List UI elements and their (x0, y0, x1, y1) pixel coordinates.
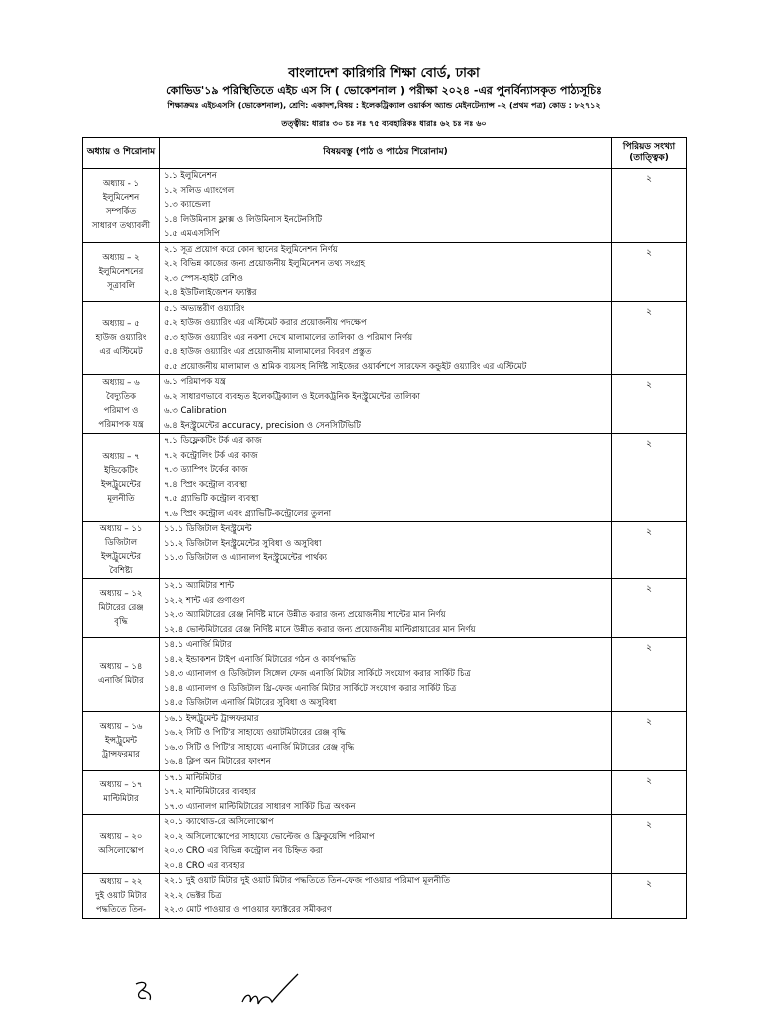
chapter-title-line: ইলুমিনেশন (102, 193, 140, 204)
topic-item: ১২.২ শান্ট এর গুণাগুণ (164, 595, 245, 606)
topic-item: ২০.২ অসিলোস্কোপের সাহায্যে ভোল্টেজ ও ফ্রিকুয়েন্সি পরিমাপ (164, 831, 375, 842)
chapter-title-line: অসিলোস্কোপ (98, 846, 144, 856)
topic-item: ২০.৩ CRO এর বিভিন্ন কন্ট্রোল নব চিহ্নিত করা (164, 846, 323, 856)
period-count: ২ (612, 169, 687, 243)
period-count: ২ (612, 301, 687, 375)
table-row (83, 874, 687, 919)
topic-item: ১৭.৩ এ্যানালগ মাল্টিমিটারের সাধারণ সার্কিট চিত্র অংকন (164, 801, 356, 812)
topics-cell (160, 434, 612, 522)
topics-cell (160, 770, 612, 815)
topics-cell (160, 815, 612, 874)
chapter-title-line: ডিজিটাল (104, 538, 138, 548)
chapter-cell (83, 522, 160, 579)
topic-item: ৬.২ সাধারণভাবে ব্যবহৃত ইলেকট্রিক্যাল ও ইলেকট্রনিক ইনস্ট্রুমেন্টের তালিকা (164, 391, 420, 402)
topic-item: ১৭.২ মাল্টিমিটারের ব্যবহার (164, 787, 256, 797)
table-row (83, 815, 687, 874)
topic-item: ১.৫ এমএসসিপি (164, 229, 220, 239)
topic-item: ১৬.৩ সিটি ও পিটি'র সাহায্যে এনার্জি মিটারের রেঞ্জ বৃদ্ধি (164, 742, 355, 753)
topic-item: ৭.৫ গ্র্যাভিটি কন্ট্রোল ব্যবস্থা (164, 494, 259, 504)
chapter-title-line: অধ্যায় – ৭ (102, 451, 140, 462)
period-count: ২ (612, 579, 687, 638)
chapter-title-line: অধ্যায় – ২২ (99, 876, 143, 887)
chapter-title-line: অধ্যায় – ১১ (99, 524, 143, 534)
topic-item: ৭.১ ডিফ্লেকটিং টর্ক এর কাজ (164, 436, 262, 446)
table-row (83, 375, 687, 434)
topic-item: ১৪.২ ইন্ডাকশন টাইপ এনার্জি মিটারের গঠন ও কার্যপদ্ধতি (164, 654, 356, 665)
period-count: ২ (612, 638, 687, 712)
chapter-title-line: ইন্সট্রুমেন্টের (100, 479, 142, 490)
chapter-cell (83, 711, 160, 770)
curriculum-info: শিক্ষাক্রমঃ এইচএসসি (ভোকেশনাল), শ্রেণি: একাদশ,বিষয় : ইলেকট্রিক্যাল ওয়ার্কস অ্যান্ড মেইনটেন্যান্স -২ (প্রথম পত্র) কোড : ৮২৭১২ (167, 101, 601, 110)
chapter-title-line: পদ্ধতিতে তিন- (95, 904, 147, 915)
table-row (83, 638, 687, 712)
topics-cell (160, 242, 612, 301)
topic-item: ১৭.১ মাল্টিমিটার (164, 772, 222, 783)
chapter-title-line: অধ্যায় – ১৬ (99, 721, 143, 732)
topic-item: ২.২ বিভিন্ন কাজের জন্য প্রয়োজনীয় ইলুমিনেশন তথ্য সংগ্রহ (164, 259, 365, 269)
topic-item: ৬.১ পরিমাপক যন্ত্র (164, 377, 226, 387)
topic-item: ২.৩ স্পেস-হাইট রেশিও (164, 273, 243, 284)
topic-item: ৬.৩ Calibration (164, 406, 227, 416)
chapter-title-line: মূলনীতি (107, 493, 135, 504)
chapter-title-line: বৈদ্যুতিক (106, 392, 136, 402)
chapter-title-line: অধ্যায় – ১৭ (99, 780, 143, 791)
topic-item: ২.১ সূত্র প্রয়োগ করে কোন স্থানের ইলুমিনেশন নির্ণয় (164, 244, 338, 255)
chapter-title-line: ইন্সট্রুমেন্টের (100, 552, 142, 562)
chapter-title-line: সম্পর্কিত (105, 207, 137, 218)
topic-item: ৫.৩ হাউজ ওয়্যারিং এর নকশা দেখে মালামালের তালিকা ও পরিমাণ নির্ণয় (164, 332, 413, 343)
chapter-title-line: মাল্টিমিটার (103, 794, 139, 805)
topic-item: ১১.৩ ডিজিটাল ও এ্যানালগ ইনস্ট্রুমেন্টের পার্থক্য (164, 553, 328, 563)
topic-item: ১১.২ ডিজিটাল ইনস্ট্রুমেন্টের সুবিধা ও অসুবিধা (164, 538, 322, 549)
signature-2 (238, 972, 308, 1012)
signature-1 (128, 978, 168, 1008)
marks-info: তত্ত্বীয়: ধারাঃ ৩০ চঃ নঃ ৭৫ ব্যবহারিকঃ ধারাঃ ৬২ চঃ নঃ ৬০ (281, 119, 487, 128)
chapter-title-line: এর এস্টিমেট (99, 346, 143, 357)
chapter-title-line: ইলুমিনেশনের (98, 266, 144, 277)
topics-cell (160, 579, 612, 638)
chapter-title-line: অধ্যায় – ২০ (99, 832, 143, 842)
topic-item: ১৬.২ সিটি ও পিটি'র সাহায্যে ওয়াটমিটারের রেঞ্জ বৃদ্ধি (164, 728, 346, 738)
topic-item: ২০.১ ক্যাথোড-রে অসিলোস্কোপ (164, 817, 274, 827)
syllabus-table (82, 137, 687, 919)
chapter-cell (83, 301, 160, 375)
table-row (83, 579, 687, 638)
topics-cell (160, 375, 612, 434)
topic-item: ২০.৪ CRO এর ব্যবহার (164, 860, 245, 871)
chapter-cell (83, 242, 160, 301)
chapter-cell (83, 638, 160, 712)
topic-item: ২২.১ দুই ওয়াট মিটার দুই ওয়াট মিটার পদ্ধতিতে তিন-ফেজ পাওয়ার পরিমাপ মূলনীতি (164, 876, 450, 886)
chapter-title-line: সাধারণ তথ্যাবলী (91, 221, 151, 232)
topic-item: ২.৪ ইউটিলাইজেশন ফ্যাক্টর (164, 288, 257, 298)
chapter-title-line: এনার্জি মিটার (98, 676, 144, 687)
period-count: ২ (612, 522, 687, 579)
period-count: ২ (612, 375, 687, 434)
chapter-title-line: ট্রান্সফরমার (102, 749, 140, 760)
chapter-cell (83, 434, 160, 522)
topics-cell (160, 711, 612, 770)
topic-item: ৭.২ কন্ট্রোলিং টর্ক এর কাজ (164, 450, 258, 461)
topic-item: ৬.৪ ইনস্ট্রুমেন্টের accuracy, precision ও সেনসিটিভিটি (164, 420, 361, 431)
table-row (83, 434, 687, 522)
topic-item: ২২.২ ভেক্টর চিত্র (164, 890, 222, 901)
topic-item: ৭.৩ ড্যাম্পিং টর্কের কাজ (164, 465, 248, 475)
col-header-chapter: অধ্যায় ও শিরোনাম (83, 138, 160, 169)
topic-item: ১৪.৩ এ্যানালগ ও ডিজিটাল সিঙ্গেল ফেজ এনার্জি মিটার সার্কিটে সংযোগ করার সার্কিট চিত্র (164, 669, 471, 679)
table-row (83, 242, 687, 301)
chapter-title-line: সূত্রাবলি (107, 280, 135, 291)
chapter-cell (83, 874, 160, 919)
topic-item: ১.৩ ক্যান্ডেলা (164, 200, 211, 210)
table-row (83, 301, 687, 375)
topic-item: ৫.১ অভ্যন্তরীণ ওয়্যারিং (164, 303, 245, 314)
period-count: ২ (612, 815, 687, 874)
topic-item: ১২.১ অ্যামিটার শান্ট (164, 581, 235, 591)
chapter-cell (83, 815, 160, 874)
chapter-title-line: ইন্ডিকেটিং (104, 465, 138, 476)
chapter-title-line: অধ্যায় – ১৪ (99, 662, 143, 673)
board-title: বাংলাদেশ কারিগরি শিক্ষা বোর্ড, ঢাকা (288, 66, 480, 81)
document-subtitle: কোভিড'১৯ পরিস্থিতিতে এইচ এস সি ( ভোকেশনাল ) পরীক্ষা ২০২৪ -এর পুনর্বিন্যাসকৃত পাঠ্যসূচিঃ (166, 84, 602, 97)
chapter-title-line: হাউজ ওয়্যারিং (95, 332, 147, 343)
topic-item: ১২.৪ ভোল্টমিটারের রেঞ্জ নির্দিষ্ট মানে উন্নীত করার জন্য প্রয়োজনীয় মাল্টিপ্লায়ারের মান নির্ণয় (164, 624, 476, 635)
topic-item: ৭.৬ স্প্রিং কন্ট্রোল এবং গ্র্যাভিটি-কন্ট্রোলের তুলনা (164, 508, 332, 519)
chapter-cell (83, 169, 160, 243)
chapter-title-line: অধ্যায় - ১ (102, 179, 140, 190)
col-header-content: বিষয়বস্তু (পাঠ ও পাঠের শিরোনাম) (160, 138, 612, 169)
period-count: ২ (612, 711, 687, 770)
topic-item: ১.১ ইলুমিনেশন (164, 171, 217, 181)
table-row (83, 169, 687, 243)
topic-item: ২২.৩ মোট পাওয়ার ও পাওয়ার ফ্যাক্টরের সমীকরণ (164, 905, 332, 915)
period-count: ২ (612, 770, 687, 815)
table-header-row (83, 138, 687, 169)
table-row (83, 522, 687, 579)
topic-item: ৫.২ হাউজ ওয়্যারিং এর এস্টিমেট করার প্রয়োজনীয় পদক্ষেপ (164, 318, 367, 328)
chapter-title-line: পরিমাপ ও (103, 406, 139, 416)
topic-item: ১১.১ ডিজিটাল ইনস্ট্রুমেন্ট (164, 524, 252, 534)
col-header-periods: পিরিয়ড সংখ্যা (তাত্ত্বিক) (612, 138, 687, 169)
topic-item: ১৪.১ এনার্জি মিটার (164, 640, 232, 650)
chapter-title-line: মিটারের রেঞ্জ (98, 603, 144, 613)
topic-item: ১.৪ লিউমিনাস ফ্লাক্স ও লিউমিনাস ইনটেনসিটি (164, 214, 323, 225)
topics-cell (160, 169, 612, 243)
topic-item: ১৪.৪ এ্যানালগ ও ডিজিটাল থ্রি-ফেজ এনার্জি মিটার সার্কিটে সংযোগ করার সার্কিট চিত্র (164, 683, 457, 694)
topic-item: ১২.৩ অ্যামিটারের রেঞ্জ নির্দিষ্ট মানে উন্নীত করার জন্য প্রয়োজনীয় শান্টের মান নির্ণয় (164, 610, 446, 620)
topic-item: ৫.৫ প্রয়োজনীয় মালামাল ও শ্রমিক ব্যয়সহ নির্দিষ্ট সাইজের ওয়ার্কশপে সারফেস কন্ডুইট ওয়্যারিং এর এস্টিমেট (164, 361, 527, 372)
topics-cell (160, 301, 612, 375)
chapter-title-line: অধ্যায় – ৬ (102, 378, 140, 388)
chapter-title-line: অধ্যায় – ২ (102, 252, 140, 263)
topic-item: ১৬.৪ ক্লিপ অন মিটারের ফাংশন (164, 757, 271, 767)
period-count: ২ (612, 242, 687, 301)
topic-item: ১৬.১ ইন্সট্রুমেন্ট ট্রান্সফরমার (164, 713, 259, 724)
chapter-title-line: অধ্যায় – ১২ (99, 589, 143, 599)
period-count: ২ (612, 874, 687, 919)
table-row (83, 770, 687, 815)
topic-item: ৭.৪ স্প্রিং কন্ট্রোল ব্যবস্থা (164, 479, 248, 490)
period-count: ২ (612, 434, 687, 522)
chapter-cell (83, 770, 160, 815)
topic-item: ৫.৪ হাউজ ওয়্যারিং এর প্রয়োজনীয় মালামালের বিবরণ প্রস্তুত (164, 347, 372, 357)
topics-cell (160, 874, 612, 919)
topic-item: ১৪.৫ ডিজিটাল এনার্জি মিটারের সুবিধা ও অসুবিধা (164, 698, 337, 708)
chapter-title-line: অধ্যায় – ৫ (102, 318, 140, 329)
topic-item: ১.২ সলিড এ্যাংগেল (164, 185, 235, 196)
table-row (83, 711, 687, 770)
topics-cell (160, 522, 612, 579)
chapter-cell (83, 579, 160, 638)
chapter-title-line: দুই ওয়াট মিটার (95, 890, 147, 901)
chapter-title-line: বৃদ্ধি (114, 617, 128, 627)
topics-cell (160, 638, 612, 712)
chapter-title-line: পরিমাপক যন্ত্র (98, 420, 144, 430)
chapter-title-line: বৈশিষ্ট্য (109, 566, 133, 576)
chapter-cell (83, 375, 160, 434)
chapter-title-line: ইন্সট্রুমেন্ট (105, 735, 137, 746)
